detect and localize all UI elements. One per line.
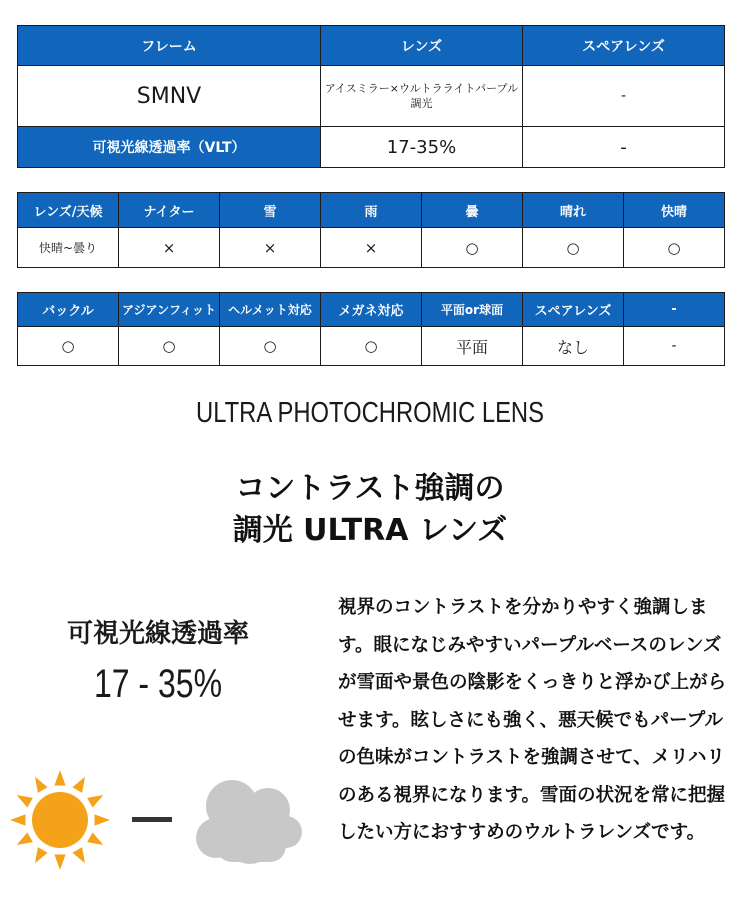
header-lens: レンズ — [321, 26, 523, 66]
buckle-mark: ○ — [18, 327, 119, 366]
vlt-header: 可視光線透過率（VLT） — [18, 127, 321, 168]
header-spare: スペアレンズ — [523, 293, 624, 327]
helmet-mark: ○ — [220, 327, 321, 366]
dash-icon — [132, 817, 172, 822]
subtitle — [0, 468, 740, 552]
header-lens-weather: レンズ/天候 — [18, 193, 119, 228]
sunny-mark: ○ — [523, 228, 624, 268]
header-rain: 雨 — [321, 193, 422, 228]
spare-value: なし — [523, 327, 624, 366]
subtitle-line-1: コントラスト強調の — [235, 471, 505, 506]
weather-range: 快晴~曇り — [18, 228, 119, 268]
glasses-mark: ○ — [321, 327, 422, 366]
lens-value: アイスミラー×ウルトラライトパープル調光 — [321, 66, 523, 127]
vlt-value: 17 - 35% — [93, 662, 223, 706]
sun-ray — [17, 795, 33, 808]
sun-ray — [95, 814, 110, 825]
header-cloudy: 曇 — [422, 193, 523, 228]
sun-ray — [72, 777, 85, 793]
header-clear: 快晴 — [624, 193, 725, 228]
features-table — [17, 292, 725, 366]
header-frame: フレーム — [18, 26, 321, 66]
header-spare-lens: スペアレンズ — [523, 26, 725, 66]
header-asian-fit: アジアンフィット — [119, 293, 220, 327]
frame-value: SMNV — [18, 66, 321, 127]
sun-ray — [10, 814, 25, 825]
blank-value: - — [624, 327, 725, 366]
flat-value: 平面 — [422, 327, 523, 366]
spare-lens-value: - — [523, 66, 725, 127]
sun-ray — [72, 847, 85, 863]
sun-ray — [35, 777, 48, 793]
cloudy-mark: ○ — [422, 228, 523, 268]
header-sunny: 晴れ — [523, 193, 624, 228]
header-helmet: ヘルメット対応 — [220, 293, 321, 327]
snow-mark: × — [220, 228, 321, 268]
vlt-label: 可視光線透過率 — [66, 619, 249, 649]
header-snow: 雪 — [220, 193, 321, 228]
header-blank: - — [624, 293, 725, 327]
rain-mark: × — [321, 228, 422, 268]
asian-fit-mark: ○ — [119, 327, 220, 366]
spec-table-frame-lens — [17, 25, 725, 168]
clear-mark: ○ — [624, 228, 725, 268]
sun-icon — [10, 770, 110, 870]
vlt-table-value: 17-35% — [321, 127, 523, 168]
header-night: ナイター — [119, 193, 220, 228]
header-buckle: バックル — [18, 293, 119, 327]
sun-ray — [35, 847, 48, 863]
vlt-spare-value: - — [523, 127, 725, 168]
cloud-icon — [196, 780, 302, 864]
subtitle-line-2: 調光 ULTRA レンズ — [232, 513, 508, 548]
header-flat-spherical: 平面or球面 — [422, 293, 523, 327]
weather-graphic — [0, 760, 320, 880]
sun-ray — [87, 795, 103, 808]
sun-ray — [54, 855, 65, 870]
sun-ray — [87, 832, 103, 845]
headline: ULTRA PHOTOCHROMIC LENS — [196, 397, 544, 429]
weather-table — [17, 192, 725, 268]
header-glasses: メガネ対応 — [321, 293, 422, 327]
sun-ray — [17, 832, 33, 845]
description: 視界のコントラストを分かりやすく強調します。眼になじみやすいパープルベースのレンズが雪面や景色の陰影をくっきりと浮かび上がらせます。眩しさにも強く、悪天候でもパープルの色味がコントラストを強調させて、メリハリのある視界になります。雪面の状況を常に把握したい方におすすめのウルトラレンズです。 — [338, 597, 727, 843]
sun-ray — [54, 770, 65, 785]
night-mark: × — [119, 228, 220, 268]
